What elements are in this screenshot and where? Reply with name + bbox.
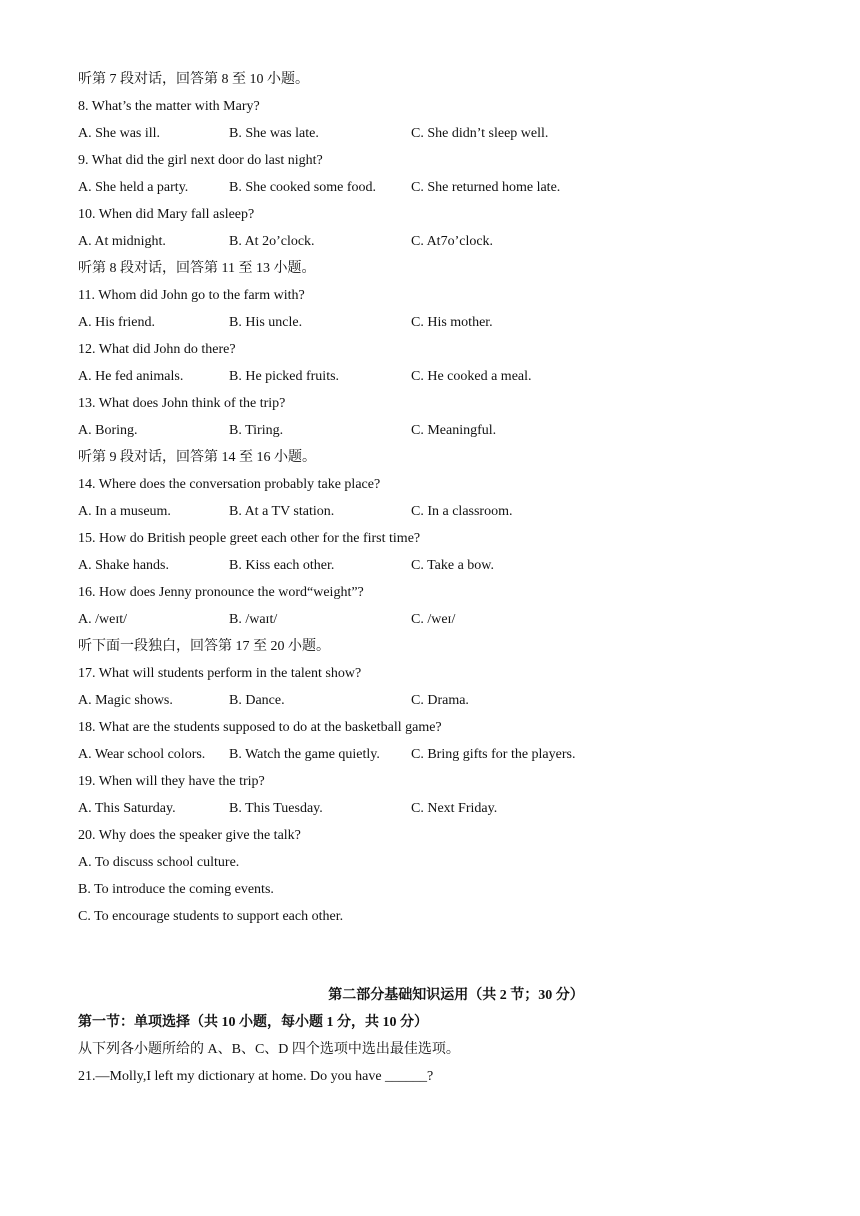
question-text: 17. What will students perform in the talent show? (78, 666, 362, 681)
option-a: A. She held a party. (78, 180, 189, 195)
answer-options-row (78, 606, 798, 633)
answer-options-row (78, 174, 798, 201)
option-c: C. He cooked a meal. (411, 369, 532, 384)
question-text: 10. When did Mary fall asleep? (78, 207, 255, 222)
answer-options-row (78, 552, 798, 579)
option-b: B. Tiring. (229, 423, 284, 438)
option-c: C. Drama. (411, 693, 469, 708)
question-text: 20. Why does the speaker give the talk? (78, 828, 301, 843)
question-text: 9. What did the girl next door do last night? (78, 153, 323, 168)
section1-instruction: 从下列各小题所给的 A、B、C、D 四个选项中选出最佳选项。 (78, 1042, 460, 1057)
answer-options-row (78, 120, 798, 147)
option-b: B. /waɪt/ (229, 612, 278, 627)
question-text: 11. Whom did John go to the farm with? (78, 288, 305, 303)
dialogue-heading: 听下面一段独白，回答第 17 至 20 小题。 (78, 639, 330, 654)
option-a: A. Shake hands. (78, 558, 169, 573)
option-a: A. /weɪt/ (78, 612, 127, 627)
question-text: 16. How does Jenny pronounce the word“weight”? (78, 585, 364, 600)
option-a: A. His friend. (78, 315, 155, 330)
question-text: 15. How do British people greet each other for the first time? (78, 531, 421, 546)
answer-options-row (78, 363, 798, 390)
exam-page (78, 66, 798, 1090)
option-c: C. At7o’clock. (411, 234, 494, 249)
option-a: A. At midnight. (78, 234, 166, 249)
option-c: C. She didn’t sleep well. (411, 126, 549, 141)
option-b: B. Dance. (229, 693, 285, 708)
option-c: C. /weɪ/ (411, 612, 456, 627)
option-c: C. Bring gifts for the players. (411, 747, 576, 762)
answer-options-row (78, 228, 798, 255)
dialogue-heading: 听第 7 段对话，回答第 8 至 10 小题。 (78, 72, 309, 87)
question-text: 12. What did John do there? (78, 342, 236, 357)
section-spacer (78, 930, 798, 982)
option-b: B. He picked fruits. (229, 369, 340, 384)
option-c: C. She returned home late. (411, 180, 561, 195)
option-b: B. She cooked some food. (229, 180, 376, 195)
option-b: B. Kiss each other. (229, 558, 335, 573)
question-text: 18. What are the students supposed to do at the basketball game? (78, 720, 442, 735)
question-text: 8. What’s the matter with Mary? (78, 99, 260, 114)
option-a: A. She was ill. (78, 126, 161, 141)
answer-options-row (78, 309, 798, 336)
option-c: C. In a classroom. (411, 504, 513, 519)
listening-section (78, 66, 798, 930)
option-a: A. Wear school colors. (78, 747, 206, 762)
section1-title: 第一节：单项选择（共 10 小题，每小题 1 分，共 10 分） (78, 1015, 428, 1030)
part2-title: 第二部分基础知识运用（共 2 节；30 分） (328, 988, 584, 1003)
option-b: B. This Tuesday. (229, 801, 323, 816)
answer-options-row (78, 417, 798, 444)
answer-options-row (78, 498, 798, 525)
option-c: C. His mother. (411, 315, 493, 330)
dialogue-heading: 听第 8 段对话，回答第 11 至 13 小题。 (78, 261, 316, 276)
question-text: 14. Where does the conversation probably take place? (78, 477, 381, 492)
option-a: A. This Saturday. (78, 801, 176, 816)
answer-options-row (78, 741, 798, 768)
option-b: B. Watch the game quietly. (229, 747, 380, 762)
question-text: A. To discuss school culture. (78, 855, 240, 870)
option-a: A. Boring. (78, 423, 138, 438)
option-c: C. Take a bow. (411, 558, 495, 573)
question-text: B. To introduce the coming events. (78, 882, 274, 897)
option-a: A. Magic shows. (78, 693, 173, 708)
option-b: B. His uncle. (229, 315, 303, 330)
dialogue-heading: 听第 9 段对话，回答第 14 至 16 小题。 (78, 450, 316, 465)
question-text: 19. When will they have the trip? (78, 774, 265, 789)
question-text: C. To encourage students to support each other. (78, 909, 344, 924)
answer-options-row (78, 687, 798, 714)
answer-options-row (78, 795, 798, 822)
question-21: 21.—Molly,I left my dictionary at home. Do you have ______? (78, 1069, 434, 1084)
option-a: A. He fed animals. (78, 369, 184, 384)
option-c: C. Meaningful. (411, 423, 497, 438)
option-b: B. At a TV station. (229, 504, 335, 519)
option-b: B. At 2o’clock. (229, 234, 315, 249)
option-b: B. She was late. (229, 126, 319, 141)
question-text: 13. What does John think of the trip? (78, 396, 286, 411)
option-a: A. In a museum. (78, 504, 171, 519)
option-c: C. Next Friday. (411, 801, 498, 816)
